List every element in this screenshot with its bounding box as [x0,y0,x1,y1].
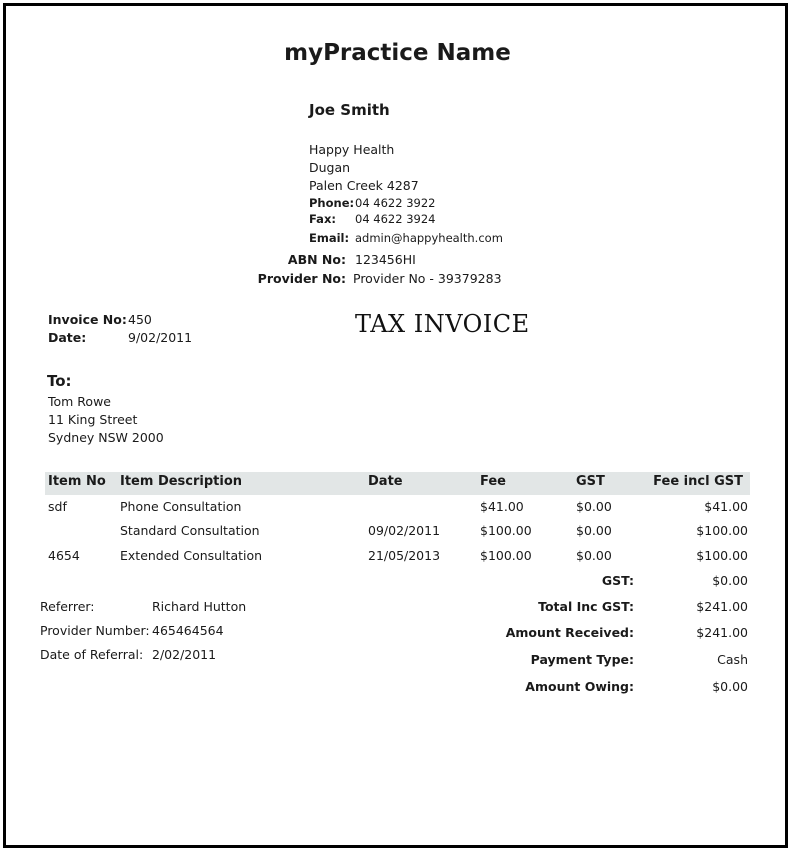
cell-fee-incl-gst: $100.00 [696,548,748,563]
cell-fee-incl-gst: $41.00 [704,499,748,514]
referrer-label: Referrer: [40,599,95,614]
invoice-number-label: Invoice No: [48,312,127,327]
cell-description: Standard Consultation [120,523,260,538]
cell-description: Phone Consultation [120,499,242,514]
summary-gst-label: GST: [601,573,634,588]
col-fee-incl-gst: Fee incl GST [653,474,743,489]
invoice-number-value: 450 [128,312,152,327]
col-item-description: Item Description [120,474,243,489]
cell-date: 09/02/2011 [368,523,441,538]
email-label: Email: [309,231,350,245]
abn-label: ABN No: [287,252,346,267]
summary-received-value: $241.00 [696,625,748,640]
tax-invoice-title: TAX INVOICE [355,310,530,338]
phone-value: 04 4622 3922 [355,196,436,210]
email-value: admin@happyhealth.com [355,231,503,245]
bill-to-name: Tom Rowe [48,394,111,409]
cell-item-no: sdf [48,499,67,514]
summary-owing-label: Amount Owing: [525,679,634,694]
provider-no-value: Provider No - 39379283 [353,271,502,286]
summary-payment-type-value: Cash [717,652,748,667]
cell-fee: $41.00 [480,499,524,514]
cell-gst: $0.00 [576,499,612,514]
abn-value: 123456HI [355,252,416,267]
referrer-value: Richard Hutton [152,599,247,614]
referral-date-value: 2/02/2011 [152,647,217,662]
provider-address-line1: Dugan [309,160,351,175]
practice-name: myPractice Name [284,40,511,66]
bill-to-heading: To: [47,372,72,390]
cell-description: Extended Consultation [120,548,263,563]
phone-label: Phone: [309,196,355,210]
referral-provider-number-label: Provider Number: [40,623,150,638]
fax-value: 04 4622 3924 [355,212,436,226]
fax-label: Fax: [309,212,336,226]
cell-gst: $0.00 [576,548,612,563]
bill-to-street: 11 King Street [48,412,138,427]
cell-fee-incl-gst: $100.00 [696,523,748,538]
summary-received-label: Amount Received: [505,625,634,640]
col-date: Date [368,474,403,489]
col-fee: Fee [480,474,506,489]
bill-to-city: Sydney NSW 2000 [48,430,164,445]
summary-gst-value: $0.00 [712,573,748,588]
provider-address-line2: Palen Creek 4287 [309,178,419,193]
cell-fee: $100.00 [480,523,532,538]
cell-date: 21/05/2013 [368,548,441,563]
referral-provider-number-value: 465464564 [152,623,224,638]
referral-date-label: Date of Referral: [40,647,144,662]
summary-payment-type-label: Payment Type: [530,652,634,667]
cell-fee: $100.00 [480,548,532,563]
provider-business: Happy Health [309,142,395,157]
invoice-date-label: Date: [48,330,87,345]
col-item-no: Item No [48,474,106,489]
summary-total-value: $241.00 [696,599,748,614]
cell-item-no: 4654 [48,548,80,563]
cell-gst: $0.00 [576,523,612,538]
col-gst: GST [576,474,605,489]
provider-no-label: Provider No: [257,271,346,286]
invoice-date-value: 9/02/2011 [128,330,193,345]
summary-total-label: Total Inc GST: [538,599,634,614]
provider-name: Joe Smith [309,101,390,119]
summary-owing-value: $0.00 [712,679,748,694]
